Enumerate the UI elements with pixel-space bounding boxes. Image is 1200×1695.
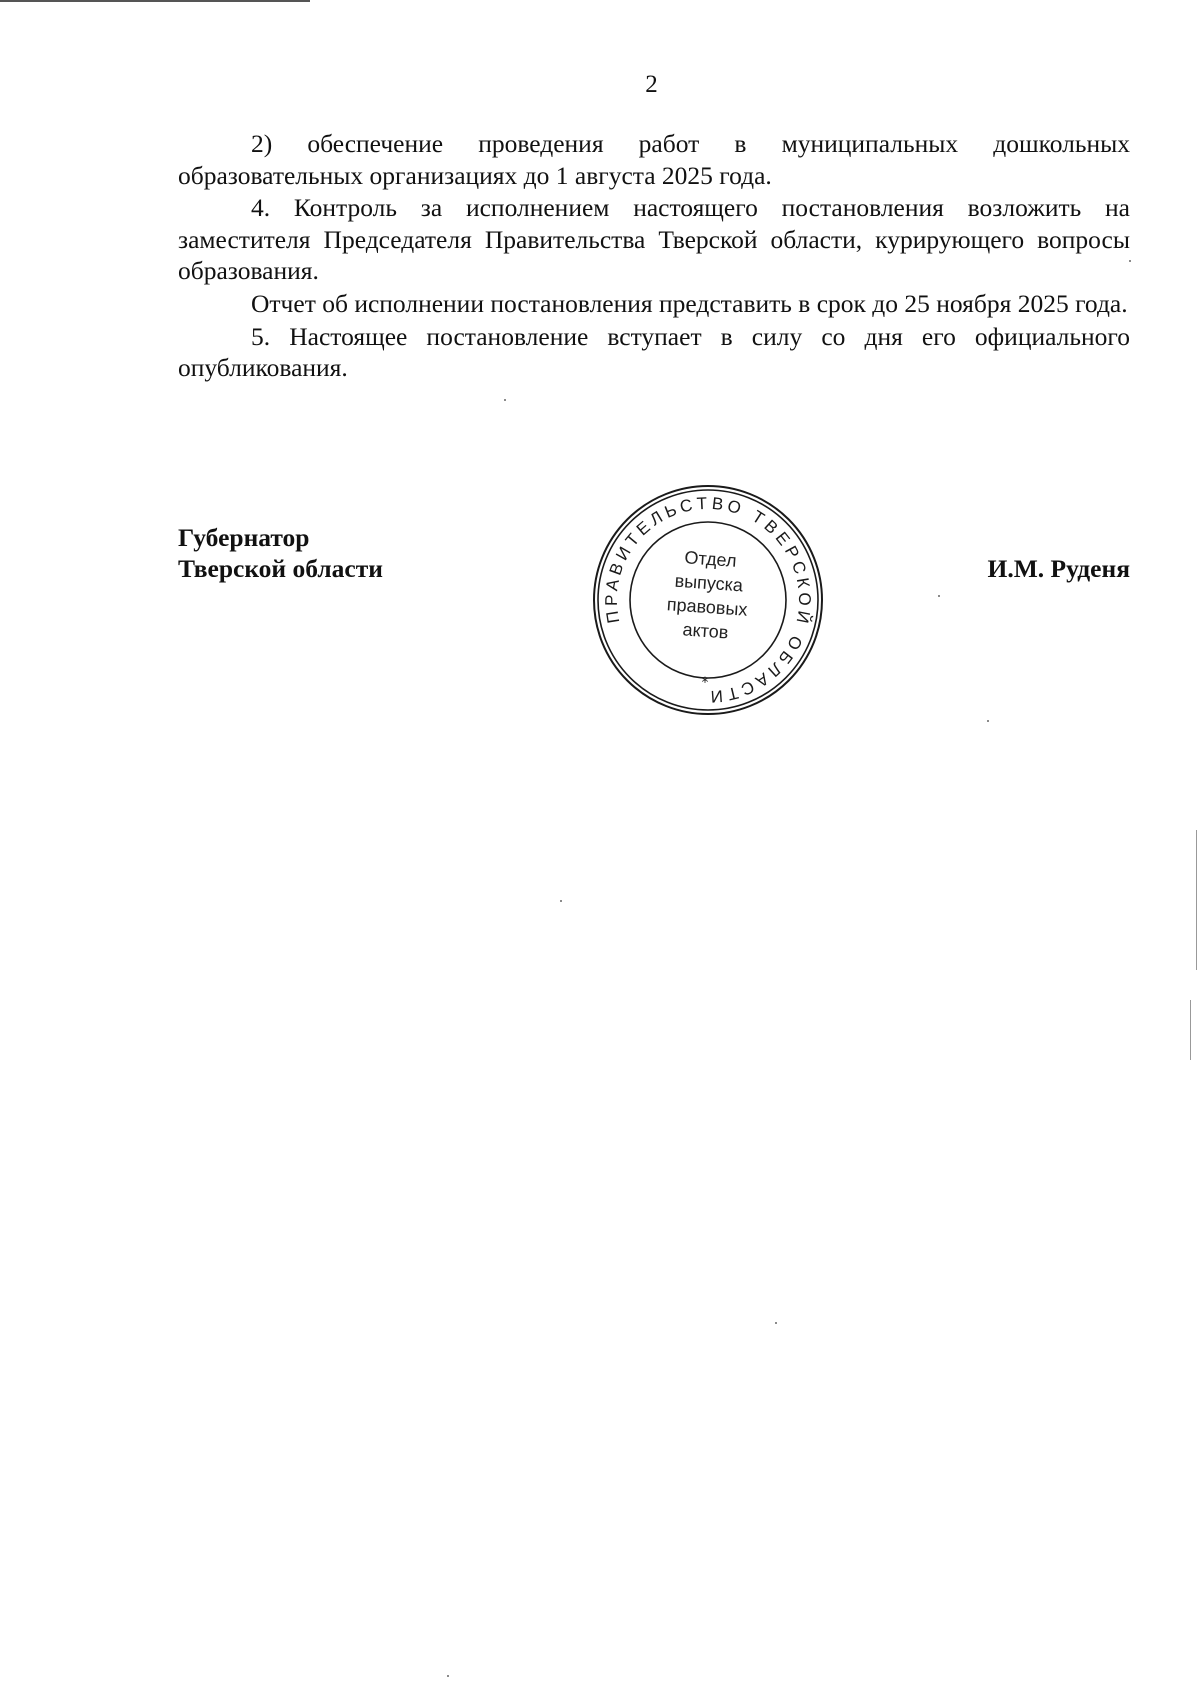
seal-center-line-2: выпуска [674, 570, 744, 596]
scan-speck [504, 399, 506, 401]
scan-edge-right [1196, 830, 1197, 970]
scan-edge-right [1190, 1000, 1191, 1060]
scan-edge-top [0, 0, 310, 2]
scan-speck [447, 1675, 449, 1677]
paragraph-item-2: 2) обеспечение проведения работ в муниципальных дошкольных образовательных организациях до 1 августа 2025 года. [178, 129, 1130, 190]
scan-speck [1129, 260, 1131, 262]
official-seal [590, 482, 826, 718]
seal-center-text [635, 542, 781, 648]
seal-center-line-1: Отдел [683, 547, 738, 571]
scan-speck [775, 1322, 777, 1324]
signatory-position-line-1: Губернатор [178, 523, 310, 552]
seal-center-line-3: правовых [666, 594, 749, 620]
scan-speck [560, 900, 562, 902]
scan-speck [987, 720, 989, 722]
paragraph-report: Отчет об исполнении постановления представить в срок до 25 ноября 2025 года. [251, 288, 1128, 318]
seal-ring-text: ПРАВИТЕЛЬСТВО ТВЕРСКОЙ ОБЛАСТИ [601, 493, 815, 707]
document-body [178, 128, 1130, 384]
page-number: 2 [645, 71, 658, 98]
signatory-name: И.М. Руденя [987, 554, 1130, 583]
paragraph-item-4: 4. Контроль за исполнением настоящего постановления возложить на заместителя Председателя Правительства Тверской области, курирующего вопросы образования. [178, 193, 1130, 286]
seal-center-line-4: актов [681, 619, 729, 643]
scan-speck [938, 595, 940, 597]
paragraph-item-5: 5. Настоящее постановление вступает в силу со дня его официального опубликования. [178, 321, 1130, 383]
signatory-position [178, 522, 383, 584]
signatory-position-line-2: Тверской области [178, 554, 383, 583]
seal-star-icon: * [701, 675, 709, 691]
